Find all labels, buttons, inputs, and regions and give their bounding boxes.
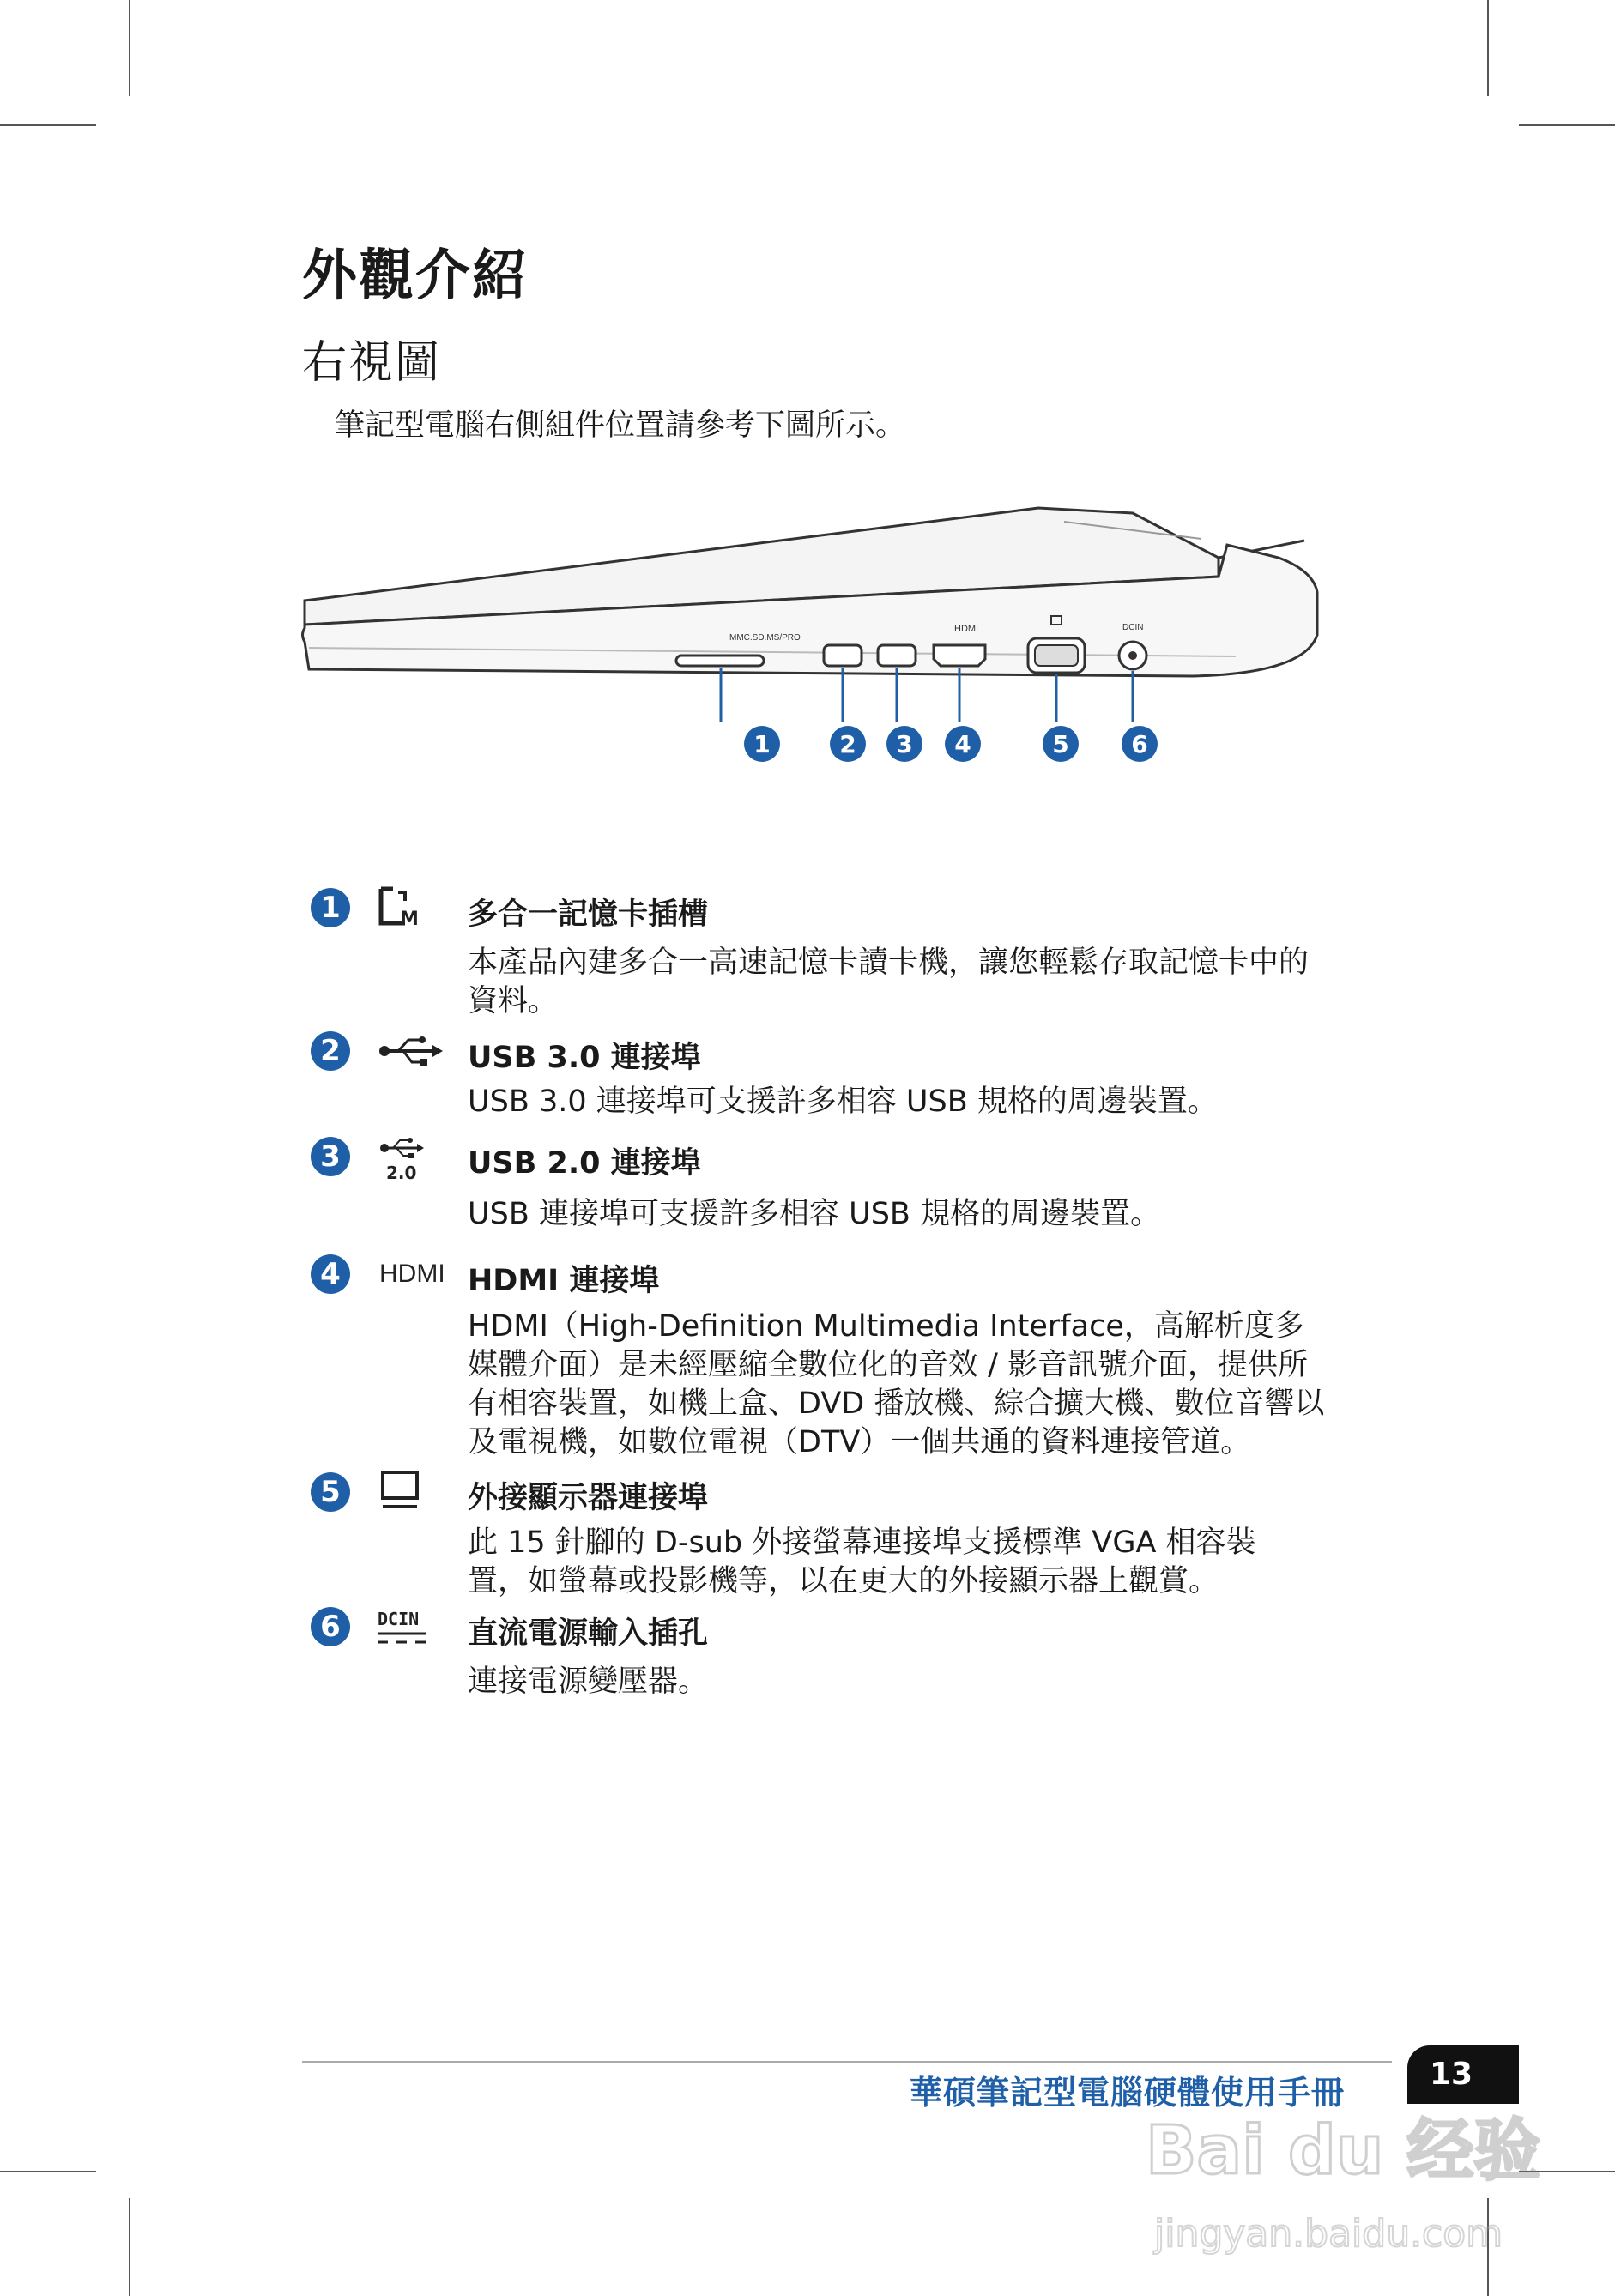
svg-text:3: 3 (896, 730, 913, 758)
crop-mark (129, 0, 130, 96)
svg-text:2.0: 2.0 (386, 1163, 417, 1183)
card-reader-slot (676, 656, 764, 666)
item-title: HDMI 連接埠 (468, 1264, 660, 1298)
item-title: 外接顯示器連接埠 (468, 1481, 709, 1515)
laptop-right-side-diagram (292, 498, 1339, 781)
crop-mark (0, 2171, 96, 2172)
memory-card-icon (378, 884, 463, 927)
intro-text: 筆記型電腦右側組件位置請參考下圖所示。 (335, 408, 906, 443)
footer-rule (302, 2061, 1392, 2063)
item-description: USB 3.0 連接埠可支援許多相容 USB 規格的周邊裝置。 (468, 1085, 1218, 1119)
item-description: USB 連接埠可支援許多相容 USB 規格的周邊裝置。 (468, 1197, 1161, 1231)
hdmi-port (934, 645, 985, 666)
section-title: 右視圖 (302, 337, 442, 389)
item-number: 6 (311, 1607, 350, 1646)
svg-text:Bai du 经验: Bai du 经验 (1146, 2112, 1540, 2190)
crop-mark (129, 2198, 130, 2296)
item-title: USB 3.0 連接埠 (468, 1041, 701, 1075)
hdmi-icon: HDMI (379, 1260, 445, 1288)
svg-text:4: 4 (954, 730, 971, 758)
usb-icon (378, 1030, 463, 1072)
page-number: 13 (1407, 2045, 1519, 2104)
usb2-icon (378, 1133, 463, 1184)
baidu-jingyan-watermark (1146, 2083, 1540, 2268)
item-number: 4 (311, 1254, 350, 1294)
svg-text:DCIN: DCIN (378, 1609, 420, 1629)
svg-text:M: M (400, 909, 419, 927)
monitor-icon (378, 1469, 463, 1512)
card-reader-label: MMC.SD.MS/PRO (729, 633, 801, 643)
svg-text:2: 2 (839, 730, 856, 758)
svg-text:6: 6 (1131, 730, 1148, 758)
footer-title: 華碩筆記型電腦硬體使用手冊 (910, 2074, 1346, 2112)
item-title: 多合一記憶卡插槽 (468, 897, 709, 932)
usb2-port (878, 645, 916, 666)
item-description: HDMI（High-Definition Multimedia Interface，高解析度多媒體介面）是未經壓縮全數位化的音效 / 影音訊號介面，提供所有相容裝置，如機上盒、DVD 播放機、綜合擴大機、數位音響以及電視機，如數位電視（DTV）一個共通的資料連接管道。 (468, 1309, 1325, 1459)
item-title: USB 2.0 連接埠 (468, 1146, 701, 1181)
item-description: 連接電源變壓器。 (468, 1665, 709, 1699)
crop-mark (1519, 124, 1615, 126)
item-description: 此 15 針腳的 D-sub 外接螢幕連接埠支援標準 VGA 相容裝置，如螢幕或投影機等，以在更大的外接顯示器上觀賞。 (468, 1526, 1256, 1598)
item-number: 5 (311, 1472, 350, 1512)
page-title: 外觀介紹 (302, 245, 529, 308)
svg-text:jingyan.baidu.com: jingyan.baidu.com (1154, 2212, 1503, 2256)
dcin-port-label: DCIN (1122, 623, 1144, 632)
crop-mark (1487, 0, 1489, 96)
item-title: 直流電源輸入插孔 (468, 1616, 709, 1651)
item-number: 3 (311, 1137, 350, 1176)
dc-in-icon (378, 1606, 463, 1649)
item-description: 本產品內建多合一高速記憶卡讀卡機，讓您輕鬆存取記憶卡中的資料。 (468, 946, 1310, 1018)
svg-text:5: 5 (1052, 730, 1069, 758)
item-number: 1 (311, 888, 350, 927)
hdmi-port-label: HDMI (954, 624, 979, 634)
svg-text:1: 1 (753, 730, 771, 758)
item-number: 2 (311, 1031, 350, 1071)
crop-mark (0, 124, 96, 126)
usb3-port (824, 645, 862, 666)
